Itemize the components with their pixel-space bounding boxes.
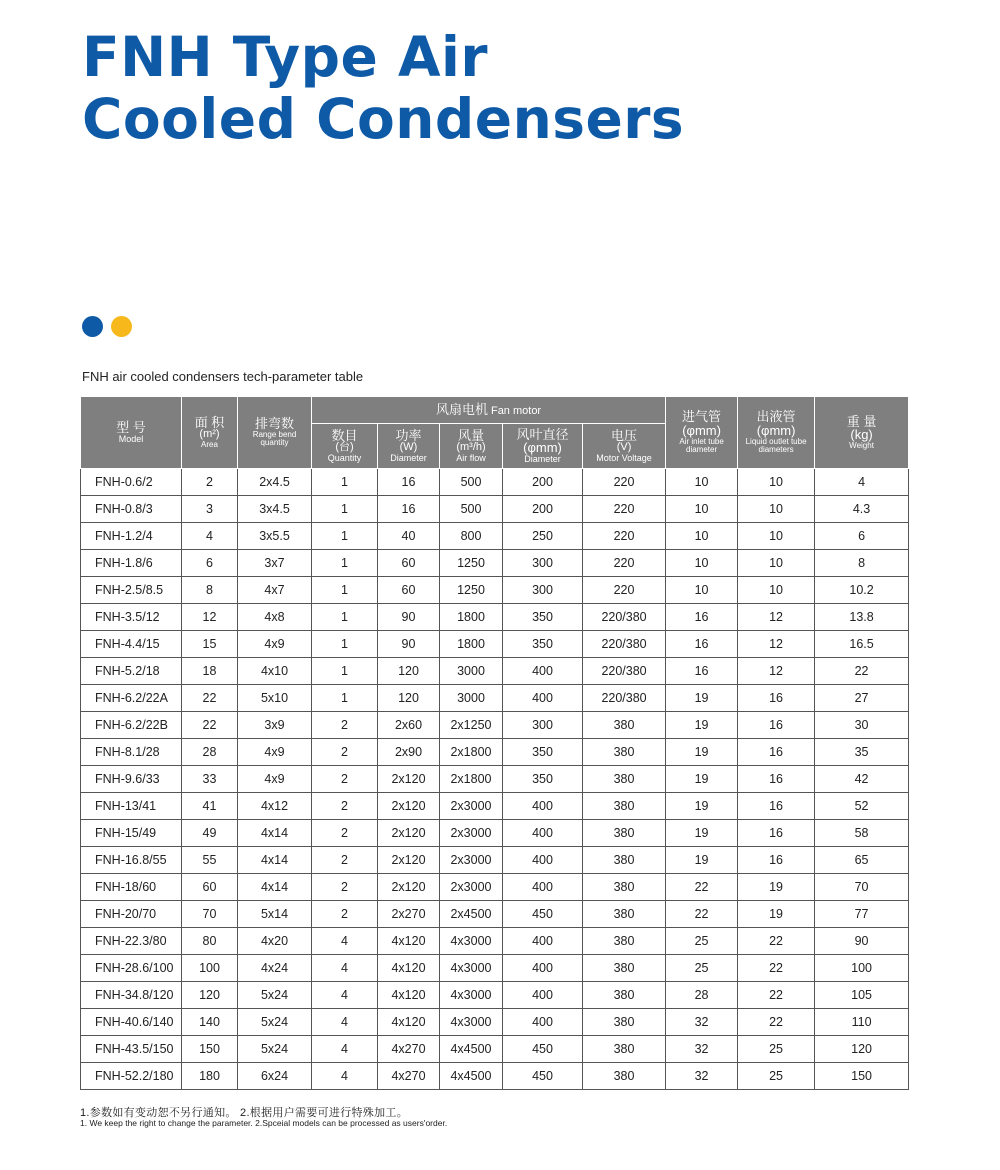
table-cell: 19	[666, 712, 738, 739]
table-cell: 380	[583, 874, 666, 901]
table-cell: 13.8	[815, 604, 909, 631]
table-cell: 10.2	[815, 577, 909, 604]
table-cell: 4x120	[378, 928, 440, 955]
model-cell: FNH-18/60	[81, 874, 182, 901]
table-cell: 2	[312, 847, 378, 874]
table-cell: 32	[666, 1009, 738, 1036]
table-cell: 2x60	[378, 712, 440, 739]
table-row	[81, 577, 909, 604]
table-cell: 380	[583, 955, 666, 982]
table-cell: 1	[312, 685, 378, 712]
table-cell: 500	[440, 469, 503, 496]
table-cell: 22	[182, 712, 238, 739]
table-cell: 400	[503, 658, 583, 685]
table-cell: 350	[503, 604, 583, 631]
table-cell: 300	[503, 577, 583, 604]
table-cell: 220	[583, 523, 666, 550]
table-cell: 8	[815, 550, 909, 577]
table-cell: 32	[666, 1063, 738, 1090]
table-cell: 4x14	[238, 847, 312, 874]
model-cell: FNH-52.2/180	[81, 1063, 182, 1090]
table-cell: 16	[738, 793, 815, 820]
table-row	[81, 550, 909, 577]
table-cell: 33	[182, 766, 238, 793]
table-cell: 18	[182, 658, 238, 685]
table-cell: 1	[312, 496, 378, 523]
table-cell: 25	[738, 1036, 815, 1063]
table-cell: 2x120	[378, 793, 440, 820]
table-cell: 25	[666, 955, 738, 982]
table-cell: 16	[738, 739, 815, 766]
table-row	[81, 739, 909, 766]
model-cell: FNH-16.8/55	[81, 847, 182, 874]
table-cell: 28	[666, 982, 738, 1009]
header-air-flow: 风量 (m³/h) Air flow	[440, 424, 503, 469]
table-cell: 220/380	[583, 685, 666, 712]
table-cell: 4x8	[238, 604, 312, 631]
table-cell: 1	[312, 577, 378, 604]
table-cell: 10	[738, 496, 815, 523]
table-cell: 30	[815, 712, 909, 739]
table-cell: 19	[666, 766, 738, 793]
table-cell: 90	[378, 604, 440, 631]
table-cell: 500	[440, 496, 503, 523]
table-cell: 2x3000	[440, 847, 503, 874]
table-cell: 10	[666, 469, 738, 496]
table-cell: 19	[666, 847, 738, 874]
table-cell: 16	[738, 712, 815, 739]
table-cell: 380	[583, 928, 666, 955]
table-cell: 380	[583, 1063, 666, 1090]
table-cell: 41	[182, 793, 238, 820]
model-cell: FNH-8.1/28	[81, 739, 182, 766]
table-cell: 4	[312, 955, 378, 982]
table-cell: 400	[503, 685, 583, 712]
table-cell: 4.3	[815, 496, 909, 523]
table-cell: 380	[583, 712, 666, 739]
table-cell: 220/380	[583, 631, 666, 658]
table-cell: 32	[666, 1036, 738, 1063]
table-cell: 400	[503, 820, 583, 847]
table-cell: 2	[312, 793, 378, 820]
table-cell: 250	[503, 523, 583, 550]
table-cell: 16	[738, 820, 815, 847]
table-cell: 220/380	[583, 604, 666, 631]
table-cell: 120	[378, 658, 440, 685]
model-cell: FNH-15/49	[81, 820, 182, 847]
table-cell: 42	[815, 766, 909, 793]
table-cell: 22	[738, 982, 815, 1009]
table-cell: 2x1800	[440, 739, 503, 766]
table-cell: 19	[666, 739, 738, 766]
table-cell: 4x3000	[440, 955, 503, 982]
table-cell: 2x1800	[440, 766, 503, 793]
header-weight: 重 量 (kg) Weight	[815, 397, 909, 469]
table-row	[81, 604, 909, 631]
table-cell: 220	[583, 577, 666, 604]
table-cell: 16	[378, 469, 440, 496]
table-cell: 70	[182, 901, 238, 928]
table-cell: 4	[312, 1009, 378, 1036]
table-cell: 22	[738, 955, 815, 982]
table-cell: 4	[815, 469, 909, 496]
table-cell: 52	[815, 793, 909, 820]
table-cell: 3	[182, 496, 238, 523]
table-cell: 2x3000	[440, 874, 503, 901]
table-cell: 120	[182, 982, 238, 1009]
table-cell: 400	[503, 1009, 583, 1036]
table-cell: 65	[815, 847, 909, 874]
table-cell: 4	[312, 1036, 378, 1063]
table-row	[81, 469, 909, 496]
table-row	[81, 496, 909, 523]
table-cell: 350	[503, 739, 583, 766]
table-cell: 4x7	[238, 577, 312, 604]
table-cell: 4x20	[238, 928, 312, 955]
table-cell: 12	[738, 604, 815, 631]
table-cell: 4x120	[378, 955, 440, 982]
table-cell: 380	[583, 1009, 666, 1036]
table-cell: 19	[738, 874, 815, 901]
table-cell: 40	[378, 523, 440, 550]
table-cell: 380	[583, 820, 666, 847]
table-cell: 16	[666, 604, 738, 631]
table-cell: 2	[182, 469, 238, 496]
yellow-dot-icon	[111, 316, 132, 337]
page-title	[82, 26, 684, 150]
table-row	[81, 685, 909, 712]
table-cell: 105	[815, 982, 909, 1009]
table-cell: 200	[503, 496, 583, 523]
table-cell: 16.5	[815, 631, 909, 658]
table-cell: 16	[378, 496, 440, 523]
model-cell: FNH-9.6/33	[81, 766, 182, 793]
table-cell: 5x24	[238, 1009, 312, 1036]
table-cell: 4x120	[378, 982, 440, 1009]
table-cell: 4x270	[378, 1063, 440, 1090]
table-row	[81, 712, 909, 739]
table-cell: 4x3000	[440, 982, 503, 1009]
table-body	[81, 469, 909, 1090]
table-cell: 140	[182, 1009, 238, 1036]
table-caption: FNH air cooled condensers tech-parameter table	[82, 369, 364, 384]
table-cell: 4x270	[378, 1036, 440, 1063]
table-cell: 4	[312, 982, 378, 1009]
table-row	[81, 820, 909, 847]
table-cell: 4x3000	[440, 928, 503, 955]
table-cell: 4x9	[238, 766, 312, 793]
table-row	[81, 901, 909, 928]
model-cell: FNH-40.6/140	[81, 1009, 182, 1036]
table-row	[81, 847, 909, 874]
table-cell: 10	[666, 577, 738, 604]
header-quantity: 数目 (台) Quantity	[312, 424, 378, 469]
table-cell: 1800	[440, 604, 503, 631]
table-cell: 16	[738, 847, 815, 874]
table-cell: 70	[815, 874, 909, 901]
table-cell: 3x9	[238, 712, 312, 739]
table-cell: 2x270	[378, 901, 440, 928]
table-cell: 10	[666, 496, 738, 523]
table-cell: 450	[503, 901, 583, 928]
table-cell: 10	[666, 550, 738, 577]
table-cell: 4	[182, 523, 238, 550]
table-cell: 1250	[440, 577, 503, 604]
table-cell: 380	[583, 982, 666, 1009]
table-cell: 90	[815, 928, 909, 955]
table-cell: 2	[312, 901, 378, 928]
table-cell: 4x10	[238, 658, 312, 685]
table-cell: 6x24	[238, 1063, 312, 1090]
model-cell: FNH-22.3/80	[81, 928, 182, 955]
table-cell: 5x24	[238, 982, 312, 1009]
header-motor-voltage: 电压 (V) Motor Voltage	[583, 424, 666, 469]
table-cell: 380	[583, 847, 666, 874]
header-range-bend: 排弯数 Range bend quantity	[238, 397, 312, 469]
table-cell: 2x120	[378, 766, 440, 793]
table-cell: 77	[815, 901, 909, 928]
table-cell: 450	[503, 1063, 583, 1090]
title-line-1: FNH Type Air	[82, 25, 488, 89]
model-cell: FNH-34.8/120	[81, 982, 182, 1009]
table-cell: 400	[503, 982, 583, 1009]
table-cell: 400	[503, 874, 583, 901]
model-cell: FNH-6.2/22B	[81, 712, 182, 739]
model-cell: FNH-20/70	[81, 901, 182, 928]
table-cell: 220/380	[583, 658, 666, 685]
table-cell: 4x14	[238, 820, 312, 847]
table-cell: 1	[312, 631, 378, 658]
table-row	[81, 766, 909, 793]
model-cell: FNH-13/41	[81, 793, 182, 820]
header-area: 面 积 (m²) Area	[182, 397, 238, 469]
table-row	[81, 955, 909, 982]
table-cell: 6	[182, 550, 238, 577]
table-cell: 6	[815, 523, 909, 550]
table-cell: 300	[503, 550, 583, 577]
table-cell: 10	[666, 523, 738, 550]
table-cell: 10	[738, 469, 815, 496]
table-cell: 400	[503, 955, 583, 982]
table-cell: 90	[378, 631, 440, 658]
table-cell: 1800	[440, 631, 503, 658]
model-cell: FNH-28.6/100	[81, 955, 182, 982]
table-cell: 220	[583, 496, 666, 523]
header-blade-diameter: 风叶直径 (φmm) Diameter	[503, 424, 583, 469]
table-cell: 1	[312, 604, 378, 631]
table-cell: 380	[583, 739, 666, 766]
table-cell: 800	[440, 523, 503, 550]
table-row	[81, 658, 909, 685]
table-cell: 4x4500	[440, 1063, 503, 1090]
model-cell: FNH-0.8/3	[81, 496, 182, 523]
table-cell: 12	[738, 658, 815, 685]
table-cell: 4	[312, 928, 378, 955]
table-row	[81, 1009, 909, 1036]
table-cell: 1	[312, 658, 378, 685]
table-cell: 400	[503, 928, 583, 955]
model-cell: FNH-0.6/2	[81, 469, 182, 496]
table-cell: 22	[738, 1009, 815, 1036]
model-cell: FNH-6.2/22A	[81, 685, 182, 712]
table-row	[81, 631, 909, 658]
table-cell: 60	[378, 577, 440, 604]
table-row	[81, 1063, 909, 1090]
table-cell: 3000	[440, 685, 503, 712]
model-cell: FNH-43.5/150	[81, 1036, 182, 1063]
table-cell: 450	[503, 1036, 583, 1063]
table-cell: 2	[312, 820, 378, 847]
table-cell: 4x9	[238, 631, 312, 658]
table-cell: 150	[182, 1036, 238, 1063]
title-line-2: Cooled Condensers	[82, 87, 685, 151]
table-cell: 400	[503, 847, 583, 874]
table-cell: 16	[738, 766, 815, 793]
table-row	[81, 1036, 909, 1063]
table-row	[81, 793, 909, 820]
table-cell: 120	[815, 1036, 909, 1063]
header-fan-motor: 风扇电机 Fan motor	[312, 397, 666, 424]
table-row	[81, 874, 909, 901]
table-cell: 2x3000	[440, 820, 503, 847]
table-cell: 350	[503, 631, 583, 658]
table-cell: 300	[503, 712, 583, 739]
table-cell: 28	[182, 739, 238, 766]
table-cell: 2x4.5	[238, 469, 312, 496]
table-cell: 1	[312, 523, 378, 550]
table-cell: 1	[312, 550, 378, 577]
table-cell: 2	[312, 874, 378, 901]
table-cell: 10	[738, 550, 815, 577]
table-cell: 120	[378, 685, 440, 712]
table-cell: 2x4500	[440, 901, 503, 928]
table-cell: 60	[182, 874, 238, 901]
table-cell: 1	[312, 469, 378, 496]
table-cell: 2x120	[378, 874, 440, 901]
table-cell: 2	[312, 712, 378, 739]
table-cell: 19	[666, 793, 738, 820]
table-cell: 25	[738, 1063, 815, 1090]
blue-dot-icon	[82, 316, 103, 337]
table-row	[81, 982, 909, 1009]
table-cell: 380	[583, 793, 666, 820]
table-cell: 400	[503, 793, 583, 820]
table-cell: 22	[815, 658, 909, 685]
table-cell: 3x4.5	[238, 496, 312, 523]
note-english: 1. We keep the right to change the parameter. 2.Spceial models can be processed as users'order.	[80, 1118, 448, 1128]
table-cell: 19	[666, 685, 738, 712]
table-cell: 22	[738, 928, 815, 955]
table-cell: 19	[738, 901, 815, 928]
table-cell: 2x120	[378, 820, 440, 847]
header-outlet-tube: 出液管 (φmm) Liquid outlet tube diameters	[738, 397, 815, 469]
table-cell: 2x1250	[440, 712, 503, 739]
model-cell: FNH-5.2/18	[81, 658, 182, 685]
table-cell: 8	[182, 577, 238, 604]
table-cell: 55	[182, 847, 238, 874]
table-cell: 150	[815, 1063, 909, 1090]
table-cell: 2x90	[378, 739, 440, 766]
table-cell: 220	[583, 469, 666, 496]
table-row	[81, 928, 909, 955]
table-cell: 5x24	[238, 1036, 312, 1063]
table-cell: 200	[503, 469, 583, 496]
table-cell: 180	[182, 1063, 238, 1090]
table-cell: 25	[666, 928, 738, 955]
table-cell: 380	[583, 1036, 666, 1063]
table-cell: 350	[503, 766, 583, 793]
table-cell: 16	[666, 658, 738, 685]
table-cell: 4x24	[238, 955, 312, 982]
table-cell: 10	[738, 523, 815, 550]
table-cell: 100	[815, 955, 909, 982]
table-cell: 4x12	[238, 793, 312, 820]
table-cell: 4x4500	[440, 1036, 503, 1063]
table-cell: 2	[312, 766, 378, 793]
table-cell: 49	[182, 820, 238, 847]
note-chinese: 1.参数如有变动恕不另行通知。 2.根据用户需要可进行特殊加工。	[80, 1107, 409, 1119]
table-cell: 2	[312, 739, 378, 766]
table-cell: 16	[738, 685, 815, 712]
table-cell: 80	[182, 928, 238, 955]
table-cell: 4	[312, 1063, 378, 1090]
table-cell: 4x14	[238, 874, 312, 901]
table-cell: 3x7	[238, 550, 312, 577]
table-cell: 4x120	[378, 1009, 440, 1036]
tech-parameter-table	[80, 396, 909, 1090]
table-cell: 2x120	[378, 847, 440, 874]
model-cell: FNH-2.5/8.5	[81, 577, 182, 604]
table-cell: 22	[666, 874, 738, 901]
header-power: 功率 (W) Diameter	[378, 424, 440, 469]
table-cell: 100	[182, 955, 238, 982]
table-cell: 4x9	[238, 739, 312, 766]
table-cell: 110	[815, 1009, 909, 1036]
model-cell: FNH-4.4/15	[81, 631, 182, 658]
table-cell: 19	[666, 820, 738, 847]
table-cell: 1250	[440, 550, 503, 577]
table-cell: 3000	[440, 658, 503, 685]
model-cell: FNH-1.8/6	[81, 550, 182, 577]
header-model: 型 号 Model	[81, 397, 182, 469]
table-row	[81, 523, 909, 550]
table-cell: 15	[182, 631, 238, 658]
header-inlet-tube: 进气管 (φmm) Air inlet tube diameter	[666, 397, 738, 469]
table-cell: 2x3000	[440, 793, 503, 820]
table-cell: 16	[666, 631, 738, 658]
table-cell: 12	[182, 604, 238, 631]
decorative-dots	[82, 316, 140, 338]
table-cell: 22	[666, 901, 738, 928]
table-cell: 10	[738, 577, 815, 604]
table-cell: 220	[583, 550, 666, 577]
table-cell: 27	[815, 685, 909, 712]
model-cell: FNH-1.2/4	[81, 523, 182, 550]
table-cell: 380	[583, 766, 666, 793]
table-cell: 12	[738, 631, 815, 658]
table-cell: 5x14	[238, 901, 312, 928]
table-cell: 60	[378, 550, 440, 577]
table-cell: 22	[182, 685, 238, 712]
table-cell: 58	[815, 820, 909, 847]
table-cell: 3x5.5	[238, 523, 312, 550]
table-cell: 35	[815, 739, 909, 766]
table-cell: 4x3000	[440, 1009, 503, 1036]
model-cell: FNH-3.5/12	[81, 604, 182, 631]
table-cell: 380	[583, 901, 666, 928]
table-cell: 5x10	[238, 685, 312, 712]
